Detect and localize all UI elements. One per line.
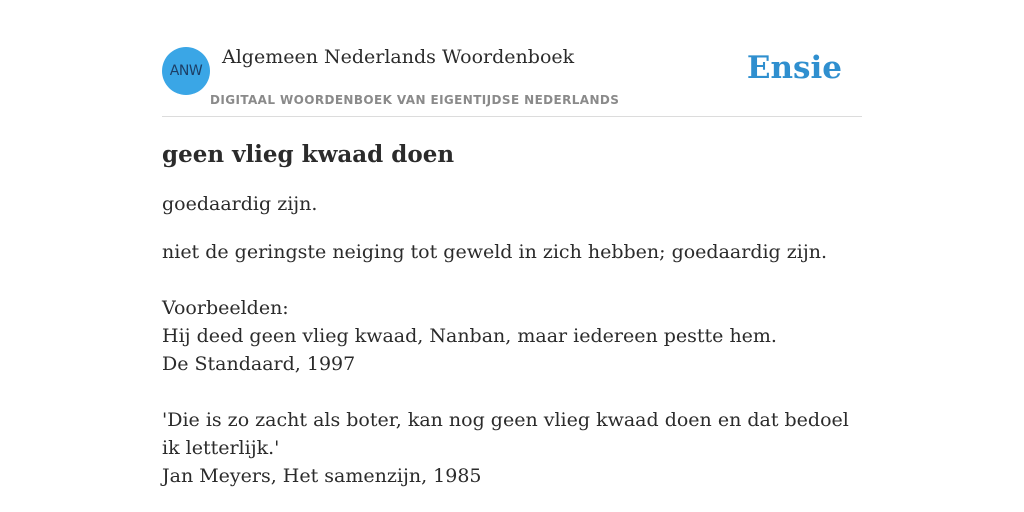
entry-term: geen vlieg kwaad doen (162, 141, 455, 168)
example-quote: 'Die is zo zacht als boter, kan nog geen vlieg kwaad doen en dat bedoel ik letterlijk.' (162, 409, 849, 459)
example-source: De Standaard, 1997 (162, 353, 356, 375)
source-subtitle: DIGITAAL WOORDENBOEK VAN EIGENTIJDSE NEDERLANDS (210, 93, 620, 107)
full-definition: niet de geringste neiging tot geweld in zich hebben; goedaardig zijn. (162, 241, 828, 263)
short-definition: goedaardig zijn. (162, 193, 318, 215)
source-title[interactable]: Algemeen Nederlands Woordenboek (222, 46, 575, 68)
example-quote: Hij deed geen vlieg kwaad, Nanban, maar iedereen pestte hem. (162, 325, 777, 347)
logo-text: ANW (169, 63, 203, 79)
example-source: Jan Meyers, Het samenzijn, 1985 (162, 465, 482, 487)
entry-content (162, 139, 862, 490)
anw-logo[interactable] (162, 47, 210, 95)
ensie-logo-link[interactable]: Ensie (746, 50, 842, 86)
examples-label: Voorbeelden: (162, 297, 289, 319)
header (162, 44, 862, 117)
